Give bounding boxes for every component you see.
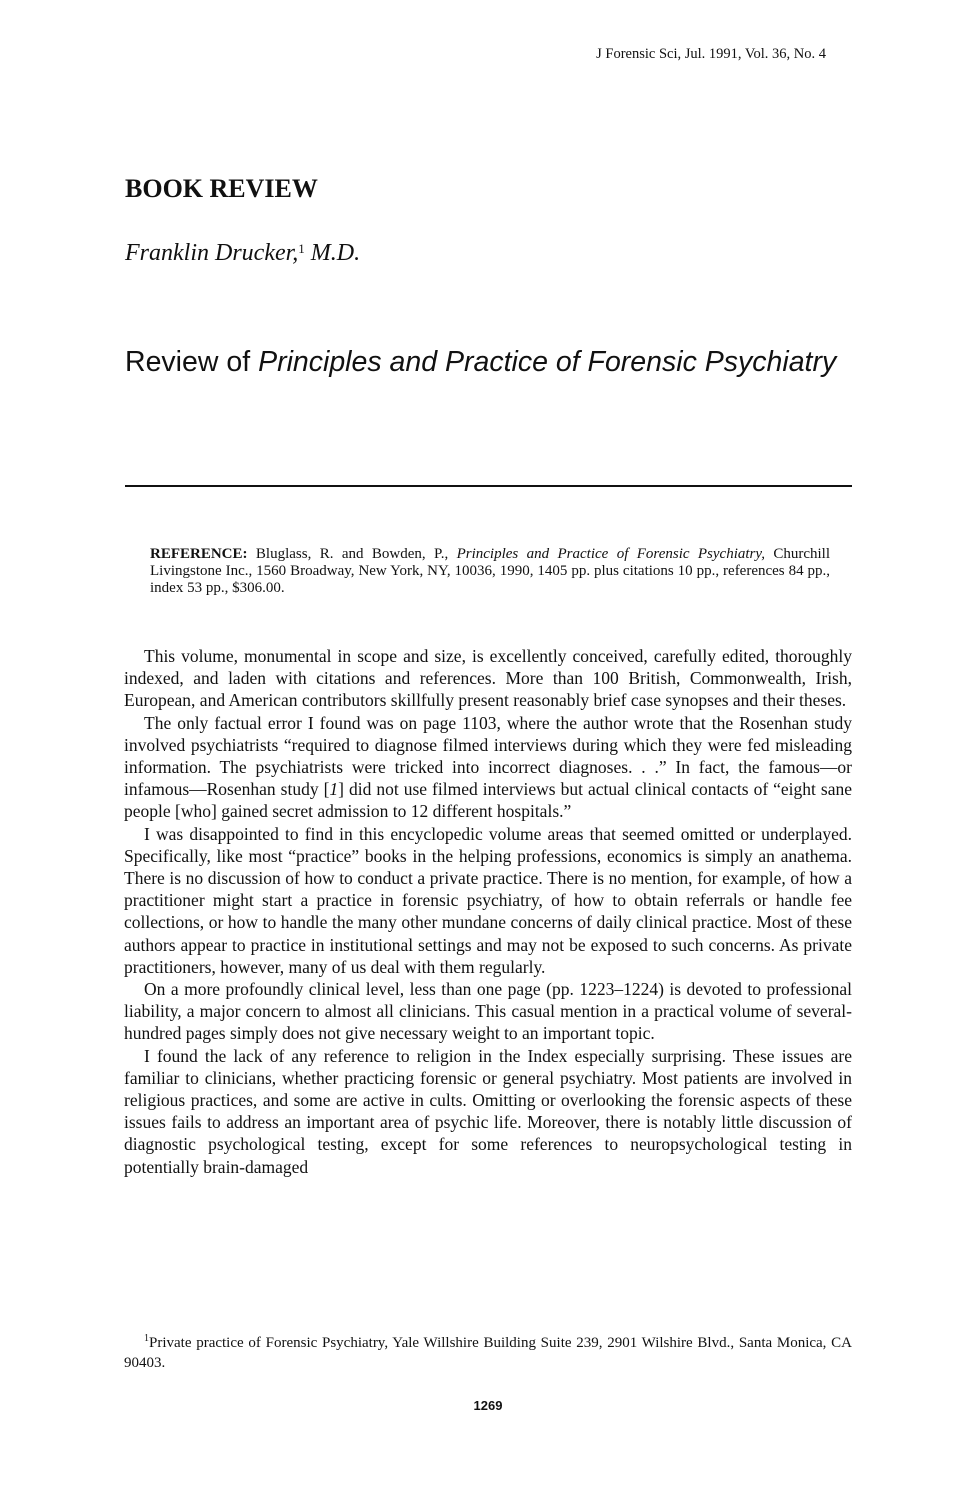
running-head: J Forensic Sci, Jul. 1991, Vol. 36, No. 4	[596, 46, 826, 62]
paragraph-2-text-a: The only factual error I found was on page 1103, where the author wrote that the Rosenhan study involved psychiatrists “required to diagnose filmed interviews during which they were fed misleading information. The psychiatrists were tricked into incorrect diagnoses. . .” In fact, the famous—or infamous—Rosenhan study [	[124, 712, 852, 800]
author-line	[125, 240, 360, 267]
section-heading: BOOK REVIEW	[125, 174, 318, 203]
paragraph-2-text-b: ] did not use filmed interviews but actual clinical contacts of “eight sane people [who] gained secret admission to 12 different hospitals.”	[124, 779, 852, 822]
review-title-book: Principles and Practice of Forensic Psychiatry	[258, 346, 837, 378]
footnote-text: Private practice of Forensic Psychiatry, Yale Willshire Building Suite 239, 2901 Wilshire Blvd., Santa Monica, CA 90403.	[124, 1335, 852, 1371]
author-name: Franklin Drucker,	[125, 240, 299, 266]
paragraph-4: On a more profoundly clinical level, less than one page (pp. 1223–1224) is devoted to professional liability, a major concern to almost all clinicians. This casual mention in a practical volume of several-hundred pages simply does not give necessary weight to an important topic.	[124, 979, 852, 1044]
paragraph-5: I found the lack of any reference to religion in the Index especially surprising. These issues are familiar to clinicians, whether practicing forensic or general psychiatry. Most patients are involved in religious practices, and some are active in cults. Omitting or overlooking the forensic aspects of these issues fails to address an important area of psychic life. Moreover, there is notably little discussion of diagnostic psychological testing, except for some references to neuropsychological testing in potentially brain-damaged	[124, 1045, 852, 1177]
paragraph-2	[124, 712, 852, 823]
title-rule	[125, 485, 852, 487]
footnote-mark: 1	[144, 1333, 149, 1344]
author-degree: M.D.	[310, 240, 361, 266]
review-title	[125, 344, 845, 381]
page-number: 1269	[473, 1398, 503, 1413]
reference-details: Churchill Livingstone Inc., 1560 Broadway, New York, NY, 10036, 1990, 1405 pp. plus citations 10 pp., references 84 pp., index 53 pp., $306.00.	[150, 546, 831, 596]
author-footnote-mark: 1	[298, 241, 305, 256]
paragraph-3: I was disappointed to find in this encyclopedic volume areas that seemed omitted or underplayed. Specifically, like most “practice” books in the helping professions, economics is simply an anathema. There is no discussion of how to conduct a private practice. There is no mention, for example, of how a practitioner might start a practice in forensic psychiatry, of how to obtain referrals or handle fee collections, or how to handle the many other mundane concerns of daily clinical practice. Most of these authors appear to practice in institutional settings and may not be exposed to such concerns. As private practitioners, however, many of us deal with them regularly.	[124, 823, 852, 977]
reference-block	[150, 546, 830, 597]
reference-label: REFERENCE:	[150, 546, 248, 562]
footnote	[124, 1329, 852, 1373]
reference-authors: Bluglass, R. and Bowden, P.,	[255, 546, 449, 562]
review-body	[124, 645, 852, 1178]
reference-book-title: Principles and Practice of Forensic Psychiatry,	[456, 546, 765, 562]
review-title-prefix: Review of	[125, 346, 251, 378]
citation-number: 1	[329, 779, 339, 800]
paragraph-1: This volume, monumental in scope and size, is excellently conceived, carefully edited, thoroughly indexed, and laden with citations and references. More than 100 British, Commonwealth, Irish, European, and American contributors skillfully present reasonably brief case synopses and their theses.	[124, 646, 852, 711]
